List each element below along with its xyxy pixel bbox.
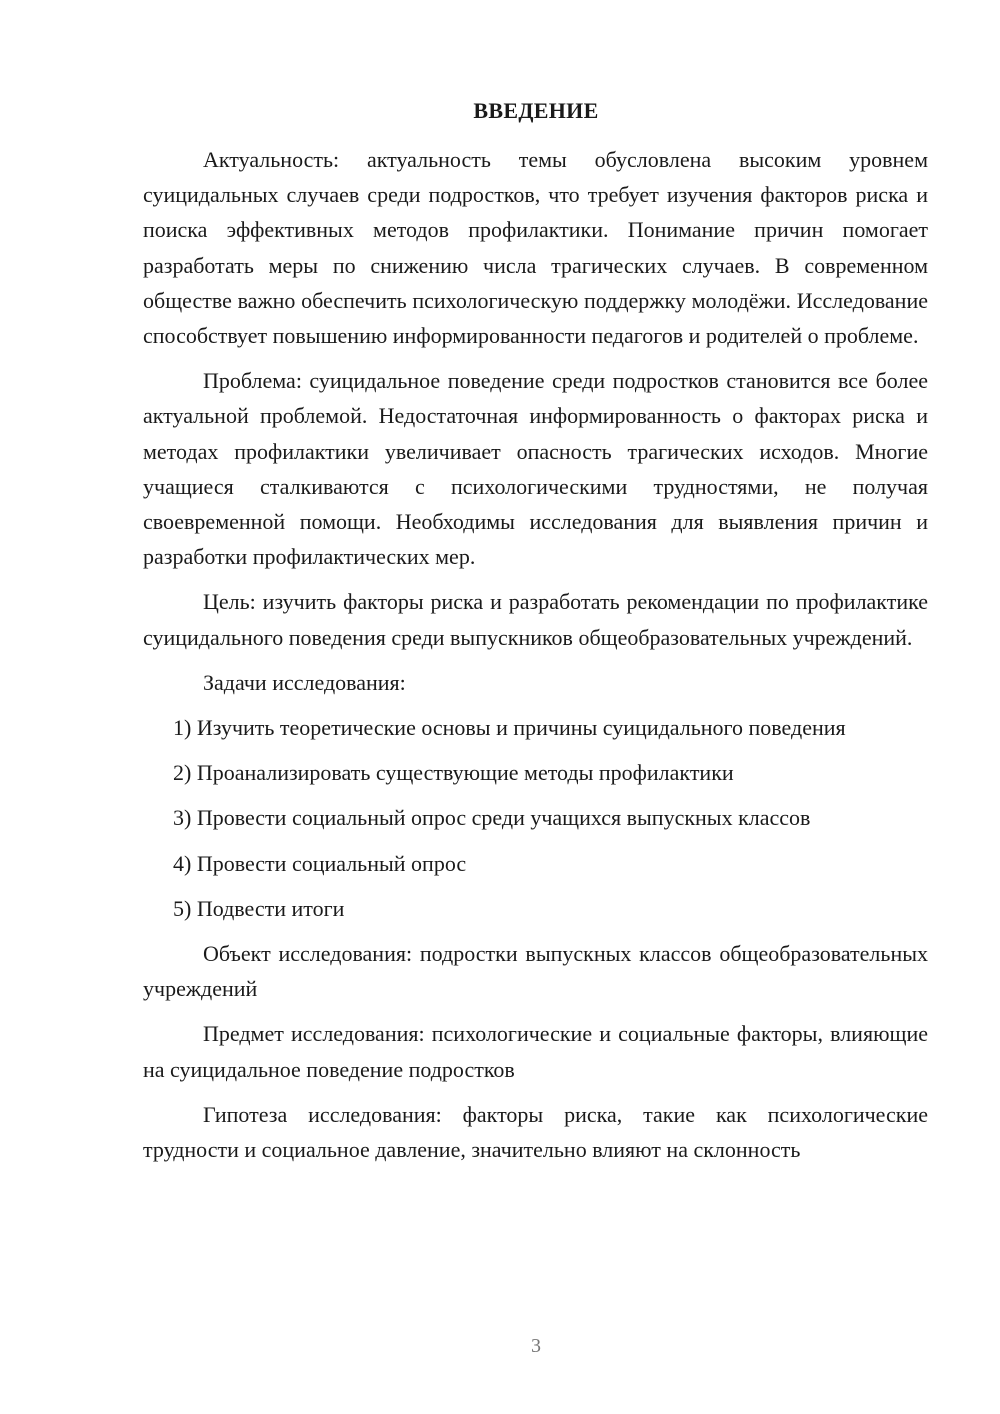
paragraph-object: Объект исследования: подростки выпускных классов общеобразовательных учреждений xyxy=(143,941,928,1002)
list-item: 3) Провести социальный опрос среди учащихся выпускных классов xyxy=(173,805,811,831)
list-item: 2) Проанализировать существующие методы профилактики xyxy=(173,760,734,786)
paragraph-hypothesis: Гипотеза исследования: факторы риска, такие как психологические трудности и социальное давление, значительно влияют на склонность xyxy=(143,1101,928,1163)
list-item: 5) Подвести итоги xyxy=(173,895,345,921)
list-item: 4) Провести социальный опрос xyxy=(173,850,467,876)
paragraph-goal: Цель: изучить факторы риска и разработать рекомендации по профилактике суицидального поведения среди выпускников общеобразовательных учреждений. xyxy=(143,589,928,650)
tasks-list xyxy=(143,710,928,926)
document-body xyxy=(143,142,928,1177)
list-item: 1) Изучить теоретические основы и причины суицидального поведения xyxy=(173,715,846,741)
paragraph-problem: Проблема: суицидальное поведение среди подростков становится все более актуальной проблемой. Недостаточная информированность о факторах риска и методах профилактики увеличивает опасность трагических исходов. Многие учащиеся сталкиваются с психологическими трудностями, не получая своевременной помощи. Необходимы исследования для выявления причин и разработки профилактических мер. xyxy=(143,368,928,570)
page-number: 3 xyxy=(531,1335,541,1357)
section-title: ВВЕДЕНИЕ xyxy=(473,98,599,123)
tasks-heading: Задачи исследования: xyxy=(203,669,406,695)
paragraph-subject: Предмет исследования: психологические и социальные факторы, влияющие на суицидальное поведение подростков xyxy=(143,1021,928,1082)
paragraph-relevance: Актуальность: актуальность темы обусловлена высоким уровнем суицидальных случаев среди подростков, что требует изучения факторов риска и поиска эффективных методов профилактики. Понимание причин помогает разработать меры по снижению числа трагических случаев. В современном обществе важно обеспечить психологическую поддержку молодёжи. Исследование способствует повышению информированности педагогов и родителей о проблеме. xyxy=(143,147,928,349)
